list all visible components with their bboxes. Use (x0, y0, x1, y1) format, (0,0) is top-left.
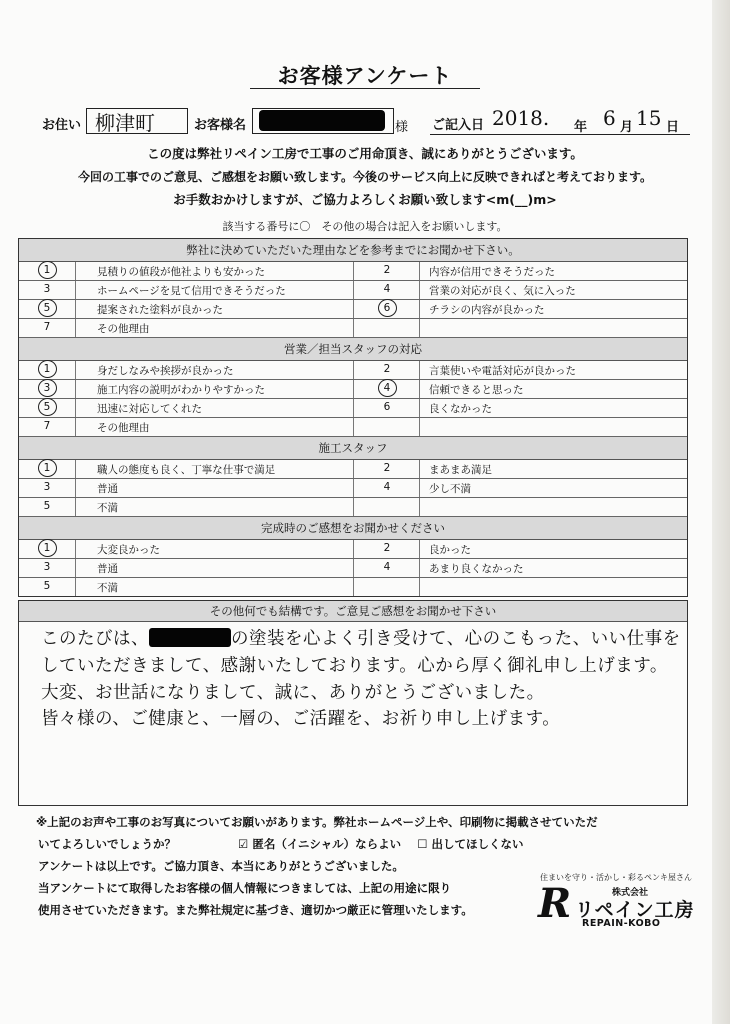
column-divider (419, 361, 420, 379)
column-divider (353, 540, 354, 558)
option-number[interactable]: 6 (383, 401, 391, 413)
option-number[interactable]: 7 (43, 321, 51, 333)
logo-mark-icon: R (538, 880, 572, 927)
logo-name: リペイン工房 (575, 899, 695, 921)
option-label: その他理由 (97, 422, 150, 434)
column-divider (353, 300, 354, 318)
column-divider (75, 559, 76, 577)
option-number[interactable]: 2 (383, 542, 391, 554)
redacted-text (149, 628, 231, 647)
survey-row (19, 578, 687, 596)
column-divider (419, 319, 420, 337)
survey-row (19, 380, 687, 399)
redacted-name (259, 110, 385, 131)
selected-circle-icon (38, 398, 57, 416)
survey-row (19, 319, 687, 338)
customer-name-box[interactable] (252, 108, 394, 134)
day-label: 日 (666, 120, 680, 135)
comment-box[interactable] (18, 600, 688, 806)
column-divider (353, 281, 354, 299)
column-divider (353, 262, 354, 280)
address-box[interactable] (86, 108, 188, 134)
column-divider (75, 319, 76, 337)
section-heading: 弊社に決めていただいた理由などを参考までにお聞かせ下さい。 (19, 239, 687, 262)
comment-line-2: していただきまして、感謝いたしております。心から厚く御礼申し上げます。 (41, 656, 668, 676)
option-number[interactable]: 5 (43, 500, 51, 512)
column-divider (75, 281, 76, 299)
column-divider (75, 479, 76, 497)
comment-line-4: 皆々様の、ご健康と、一層の、ご活躍を、お祈り申し上げます。 (41, 709, 561, 729)
option-label: チラシの内容が良かった (429, 304, 545, 316)
survey-row (19, 460, 687, 479)
column-divider (353, 559, 354, 577)
option-number[interactable]: 3 (43, 561, 51, 573)
option-label: 見積りの値段が他社よりも安かった (97, 266, 265, 278)
option-number[interactable]: 6 (383, 302, 391, 314)
footer-question: いてよろしいでしょうか？ (38, 837, 176, 851)
option-label: その他理由 (97, 323, 150, 335)
selected-circle-icon (38, 379, 57, 397)
option-label: 大変良かった (97, 544, 160, 556)
option-number[interactable]: 2 (383, 264, 391, 276)
address-label: お住い (42, 118, 82, 133)
column-divider (419, 498, 420, 516)
intro-line-2: 今回の工事でのご意見、ご感想をお願い致します。今後のサービス向上に反映できればと考えております。 (77, 170, 653, 184)
option-label: ホームページを見て信用できそうだった (97, 285, 286, 297)
comment-line-3: 大変、お世話になりまして、誠に、ありがとうございました。 (41, 683, 545, 703)
option-number[interactable]: 1 (43, 264, 51, 276)
option-number[interactable]: 1 (43, 363, 51, 375)
column-divider (353, 578, 354, 596)
selected-circle-icon (38, 539, 57, 557)
year-label: 年 (574, 120, 588, 135)
option-number[interactable]: 2 (383, 363, 391, 375)
column-divider (75, 361, 76, 379)
column-divider (75, 418, 76, 436)
column-divider (75, 578, 76, 596)
customer-label: お客様名 (194, 118, 247, 133)
option-number[interactable]: 4 (383, 283, 391, 295)
section-heading: 施工スタッフ (19, 437, 687, 460)
survey-row (19, 479, 687, 498)
date-year: 2018. (492, 106, 550, 130)
column-divider (419, 460, 420, 478)
selected-circle-icon (378, 299, 397, 317)
column-divider (75, 300, 76, 318)
option-label: 不満 (97, 502, 118, 514)
month-label: 月 (620, 120, 634, 135)
column-divider (419, 540, 420, 558)
option-number[interactable]: 7 (43, 420, 51, 432)
column-divider (75, 460, 76, 478)
option-label: 不満 (97, 582, 118, 594)
column-divider (75, 380, 76, 398)
option-number[interactable]: 3 (43, 382, 51, 394)
survey-row (19, 281, 687, 300)
footer-line-1: ※上記のお声や工事のお写真についてお願いがあります。弊社ホームページ上や、印刷物に掲載させていただ (36, 815, 598, 829)
footer-line-4: 当アンケートにて取得したお客様の個人情報につきましては、上記の用途に限り (38, 881, 452, 895)
logo-english: REPAIN-KOBO (582, 918, 661, 929)
survey-row (19, 559, 687, 578)
option-number[interactable]: 3 (43, 481, 51, 493)
column-divider (419, 380, 420, 398)
column-divider (75, 399, 76, 417)
selected-circle-icon (38, 299, 57, 317)
option-label: あまり良くなかった (429, 563, 524, 575)
option-number[interactable]: 3 (43, 283, 51, 295)
instruction-note: 該当する番号に〇 その他の場合は記入をお願いします。 (222, 220, 508, 233)
decline-checkbox[interactable]: ☐ (417, 837, 428, 851)
date-underline (430, 134, 690, 135)
column-divider (353, 361, 354, 379)
logo-corp-label: 株式会社 (612, 888, 649, 898)
option-label: 普通 (97, 563, 118, 575)
column-divider (419, 578, 420, 596)
survey-row (19, 262, 687, 281)
column-divider (75, 498, 76, 516)
comment-line-1a: このたびは、 (41, 629, 149, 649)
column-divider (419, 262, 420, 280)
footer-line-2 (38, 836, 524, 852)
logo-tagline: 住まいを守り・活かし・彩るペンキ屋さん (540, 873, 692, 882)
section-heading: 完成時のご感想をお聞かせください (19, 517, 687, 540)
comment-heading: その他何でも結構です。ご意見ご感想をお聞かせ下さい (19, 601, 687, 622)
column-divider (353, 479, 354, 497)
option-label: 提案された塗料が良かった (97, 304, 223, 316)
option-number[interactable]: 5 (43, 302, 51, 314)
column-divider (353, 380, 354, 398)
option-label: 営業の対応が良く、気に入った (429, 285, 576, 297)
column-divider (353, 319, 354, 337)
selected-circle-icon (38, 261, 57, 279)
column-divider (419, 300, 420, 318)
footer-line-3: アンケートは以上です。ご協力頂き、本当にありがとうございました。 (38, 859, 404, 873)
option-label: 少し不満 (429, 483, 471, 495)
date-month: 6 (603, 106, 616, 130)
option-number[interactable]: 5 (43, 580, 51, 592)
option-number[interactable]: 5 (43, 401, 51, 413)
option-label: まあまあ満足 (429, 464, 492, 476)
date-day: 15 (636, 106, 662, 130)
section-heading: 営業／担当スタッフの対応 (19, 338, 687, 361)
survey-row (19, 399, 687, 418)
column-divider (353, 418, 354, 436)
option-label: 良かった (429, 544, 471, 556)
survey-row (19, 361, 687, 380)
option-number[interactable]: 4 (383, 561, 391, 573)
column-divider (353, 399, 354, 417)
column-divider (419, 418, 420, 436)
option-label: 内容が信用できそうだった (429, 266, 555, 278)
comment-line-1b: の塗装を心よく引き受けて、心のこもった、いい仕事を (231, 629, 681, 649)
option-label: 職人の態度も良く、丁寧な仕事で満足 (97, 464, 276, 476)
option-number[interactable]: 2 (383, 462, 391, 474)
intro-line-3: お手数おかけしますが、ご協力よろしくお願い致します<m(__)m> (173, 192, 557, 207)
option-number[interactable]: 1 (43, 542, 51, 554)
page-title: お客様アンケート (277, 64, 453, 88)
column-divider (419, 281, 420, 299)
column-divider (75, 262, 76, 280)
survey-row (19, 418, 687, 437)
survey-row (19, 540, 687, 559)
option-label: 迅速に対応してくれた (97, 403, 202, 415)
option-label: 良くなかった (429, 403, 492, 415)
column-divider (353, 498, 354, 516)
anonymous-checkbox[interactable]: ☑ (238, 837, 249, 851)
column-divider (419, 559, 420, 577)
column-divider (419, 479, 420, 497)
column-divider (419, 399, 420, 417)
column-divider (353, 460, 354, 478)
option-label: 身だしなみや挨拶が良かった (97, 365, 234, 377)
option-number[interactable]: 4 (383, 481, 391, 493)
selected-circle-icon (38, 360, 57, 378)
option-number[interactable]: 4 (383, 382, 391, 394)
column-divider (75, 540, 76, 558)
survey-table (18, 238, 688, 597)
option-number[interactable]: 1 (43, 462, 51, 474)
decline-option-label: 出してほしくない (431, 837, 524, 851)
customer-suffix: 様 (395, 120, 409, 135)
option-label: 言葉使いや電話対応が良かった (429, 365, 576, 377)
intro-line-1: この度は弊社リペイン工房で工事のご用命頂き、誠にありがとうございます。 (147, 146, 583, 161)
date-label: ご記入日 (432, 118, 485, 133)
survey-row (19, 300, 687, 319)
footer-line-5: 使用させていただきます。また弊社規定に基づき、適切かつ厳正に管理いたします。 (38, 903, 473, 917)
anonymous-option-label: 匿名（イニシャル）ならよい (252, 837, 402, 851)
title-underline (250, 88, 480, 89)
selected-circle-icon (378, 379, 397, 397)
option-label: 信頼できると思った (429, 384, 524, 396)
address-value: 柳津町 (95, 111, 155, 135)
survey-row (19, 498, 687, 517)
comment-line-1 (41, 625, 681, 650)
selected-circle-icon (38, 459, 57, 477)
paper-edge (712, 0, 730, 1024)
option-label: 普通 (97, 483, 118, 495)
option-label: 施工内容の説明がわかりやすかった (97, 384, 265, 396)
